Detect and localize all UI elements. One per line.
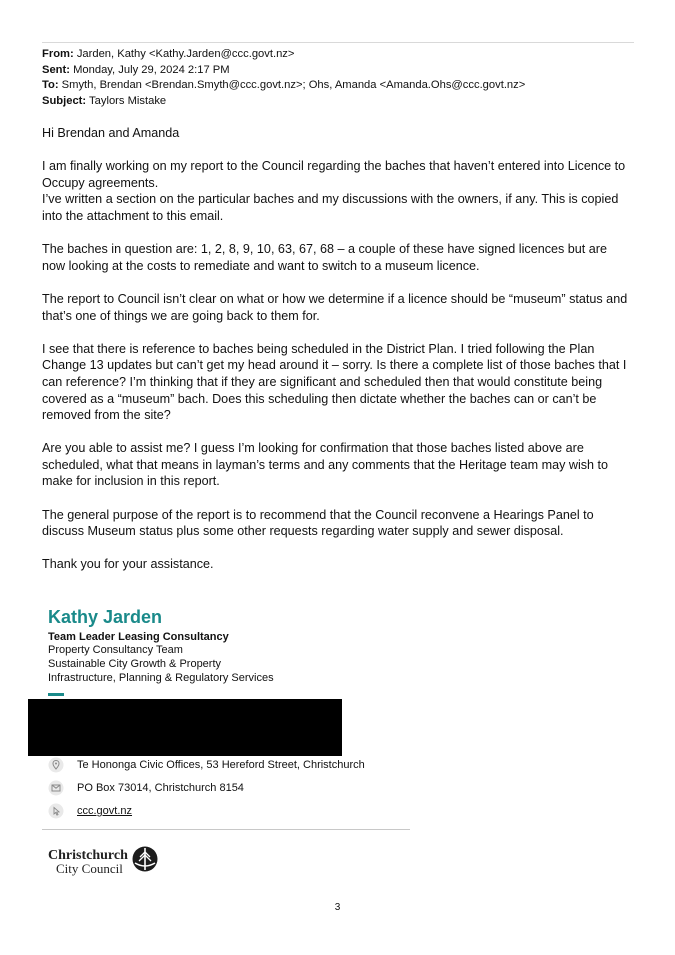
- signature-team: Property Consultancy Team: [48, 644, 183, 656]
- redaction-box: [28, 699, 342, 756]
- contact-address: [48, 757, 365, 773]
- contact-website: [48, 803, 132, 819]
- logo-line-2: City Council: [56, 860, 123, 876]
- logo-wordmark: [48, 849, 128, 875]
- greeting: Hi Brendan and Amanda: [42, 126, 180, 140]
- address-text: Te Hononga Civic Offices, 53 Hereford Street, Christchurch: [77, 759, 365, 771]
- paragraph-baches: The baches in question are: 1, 2, 8, 9, 10, 63, 67, 68 – a couple of these have signed licences but are now looking at the costs to remediate and want to switch to a museum licence.: [42, 242, 608, 273]
- ccc-logo: [48, 845, 159, 878]
- contact-po-box: [48, 780, 244, 796]
- sent-label: Sent:: [42, 63, 70, 76]
- signature-group: Infrastructure, Planning & Regulatory Services: [48, 671, 274, 684]
- paragraph-section: I’ve written a section on the particular baches and my discussions with the owners, if any. This is copied into the attachment to this email.: [42, 192, 619, 223]
- cursor-click-icon: [48, 803, 64, 819]
- subject-label: Subject:: [42, 94, 87, 107]
- paragraph-district-plan: I see that there is reference to baches being scheduled in the District Plan. I tried following the Plan Change 13 updates but can’t get my head around it – sorry. Is there a complete list of those baches that I can reference? I’m thinking that if they are significant and scheduled then that would constitute being covered as a “museum” bach. Does this scheduling then dictate whether the baches can or can’t be removed from the site?: [42, 341, 627, 423]
- subject-row: [42, 94, 525, 110]
- page-number: 3: [334, 902, 341, 913]
- to-value: Smyth, Brendan <Brendan.Smyth@ccc.govt.nz>; Ohs, Amanda <Amanda.Ohs@ccc.govt.nz>: [61, 79, 526, 92]
- to-row: [42, 78, 525, 94]
- signature-block: [48, 606, 274, 685]
- mail-icon: [48, 780, 64, 796]
- signature-unit: Sustainable City Growth & Property: [48, 657, 222, 670]
- paragraph-assist: Are you able to assist me? I guess I’m looking for confirmation that those baches listed above are scheduled, what that means in layman’s terms and any comments that the Heritage team may wish to make for inclusion in this report.: [42, 441, 609, 489]
- signature-title: Team Leader Leasing Consultancy: [48, 631, 229, 643]
- to-label: To:: [42, 79, 59, 92]
- location-pin-icon: [48, 757, 64, 773]
- sent-value: Monday, July 29, 2024 2:17 PM: [73, 63, 230, 76]
- paragraph-museum-status: The report to Council isn’t clear on what or how we determine if a licence should be “museum” status and that’s one of things we are going back to them for.: [42, 291, 628, 323]
- ccc-logo-icon: [131, 845, 159, 878]
- sent-row: [42, 63, 525, 79]
- email-body: [42, 125, 632, 590]
- header-divider: [42, 42, 634, 43]
- signature-divider: [42, 829, 410, 830]
- paragraph-purpose: The general purpose of the report is to recommend that the Council reconvene a Hearings Panel to discuss Museum status plus some other requests regarding water supply and sewer disposal.: [42, 507, 594, 539]
- from-row: [42, 47, 525, 63]
- po-box-text: PO Box 73014, Christchurch 8154: [77, 782, 244, 794]
- signature-accent-bar: [48, 693, 64, 696]
- signature-name: Kathy Jarden: [48, 607, 163, 627]
- email-header: [42, 47, 525, 109]
- paragraph-report: I am finally working on my report to the Council regarding the baches that haven’t entered into Licence to Occupy agreements.: [42, 159, 626, 190]
- from-value: Jarden, Kathy <Kathy.Jarden@ccc.govt.nz>: [76, 48, 295, 60]
- logo-line-1: Christchurch: [48, 847, 128, 863]
- subject-value: Taylors Mistake: [89, 94, 167, 107]
- from-label: From:: [42, 48, 74, 60]
- closing: Thank you for your assistance.: [42, 557, 214, 572]
- website-link[interactable]: ccc.govt.nz: [77, 805, 133, 817]
